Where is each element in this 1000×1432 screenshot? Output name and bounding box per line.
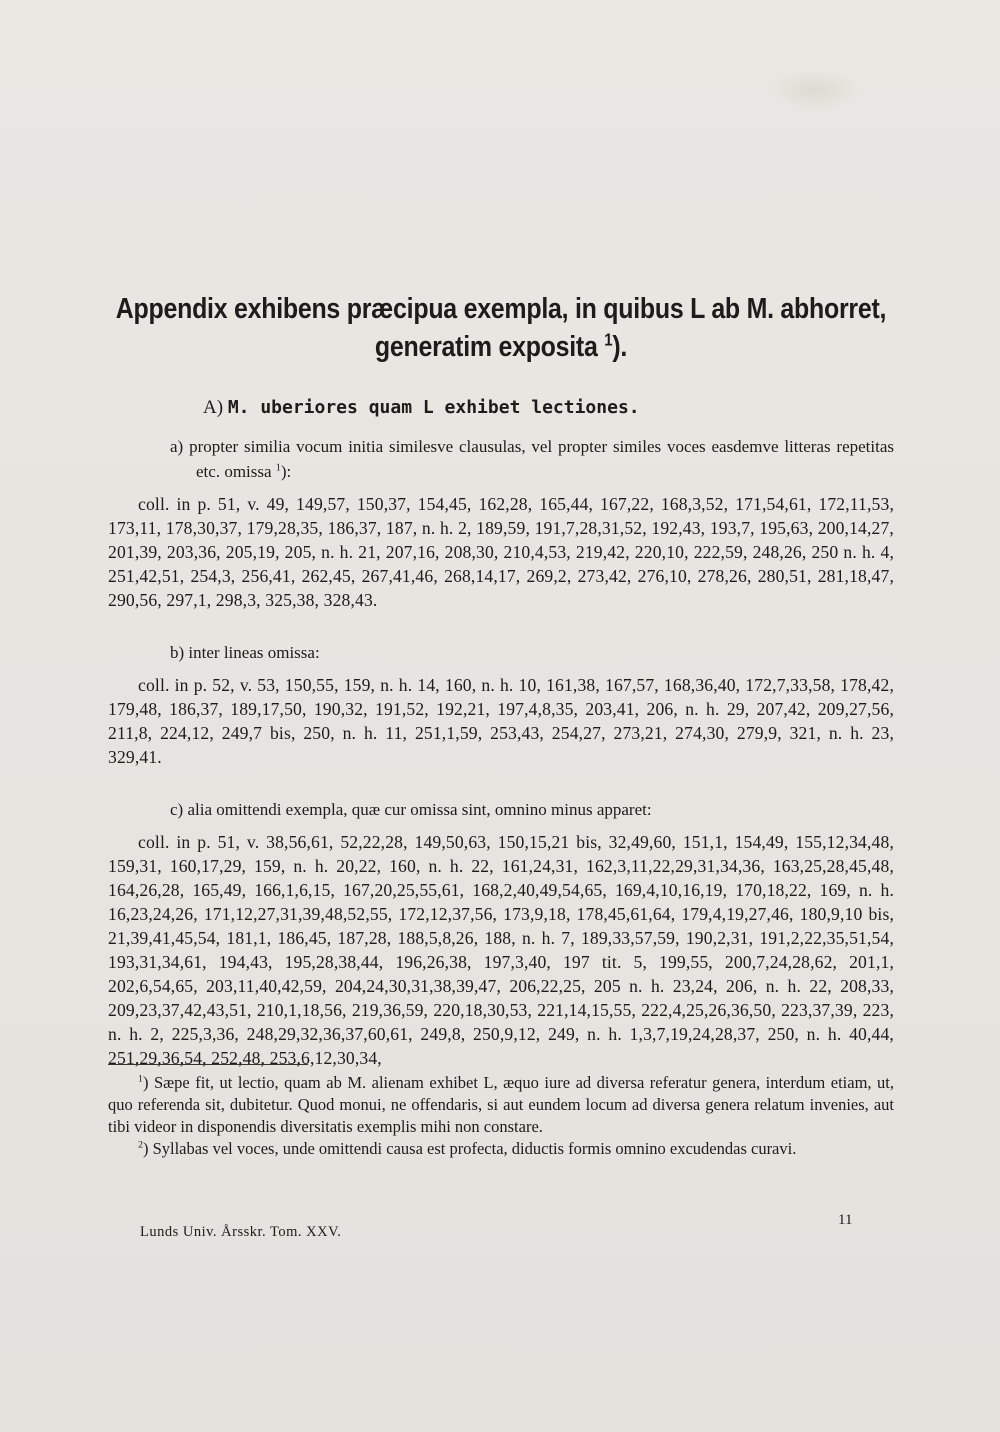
footnote-divider — [108, 1064, 308, 1065]
section-a-label: A) — [203, 397, 224, 418]
subsection-c-label: c) — [170, 800, 184, 819]
footnotes — [108, 1072, 894, 1160]
subsection-a — [170, 434, 894, 484]
page-number: 11 — [838, 1212, 853, 1228]
main-content — [108, 290, 894, 1070]
subsection-a-label: a) — [170, 437, 184, 456]
title-footnote-mark: 1 — [604, 329, 613, 350]
footnote-1-mark: 1 — [138, 1073, 143, 1085]
subsection-a-text: propter similia vocum initia similesve clausulas, vel propter similes voces easdemve litteras repetitas etc. omissa — [189, 437, 895, 481]
subsection-c-text: alia omittendi exempla, quæ cur omissa sint, omnino minus apparet: — [187, 800, 652, 819]
subsection-b — [170, 640, 894, 665]
collation-list-c: coll. in p. 51, v. 38,56,61, 52,22,28, 149,50,63, 150,15,21 bis, 32,49,60, 151,1, 154,49, 155,12,34,48, 159,31, 160,17,29, 159, n. h. 20,22, 160, n. h. 22, 161,24,31, 162,3,11,22,29,31,34,36, 163,25,28,45,48, 164,26,28, 165,49, 166,1,6,15, 167,20,25,55,61, 168,2,40,49,54,65, 169,4,10,16,19, 170,18,22, 169, n. h. 16,23,24,26, 171,12,27,31,39,48,52,55, 172,12,37,56, 173,9,18, 178,45,61,64, 179,4,19,27,46, 180,9,10 bis, 21,39,41,45,54, 181,1, 186,45, 187,28, 188,5,8,26, 188, n. h. 7, 189,33,57,59, 190,2,31, 191,2,22,35,51,54, 193,31,34,61, 194,43, 195,28,38,44, 196,26,38, 197,3,40, 197 tit. 5, 199,55, 200,7,24,28,62, 201,1, 202,6,54,65, 203,11,40,42,59, 204,24,30,31,38,39,47, 206,22,25, 205 n. h. 23,24, 206, n. h. 22, 208,33, 209,23,37,42,43,51, 210,1,18,56, 219,36,59, 220,18,30,53, 221,14,15,55, 222,4,25,26,36,50, 223,37,39, 223, n. h. 2, 225,3,36, 248,29,32,36,37,60,61, 249,8, 250,9,12, 249, n. h. 1,3,7,19,24,28,37, 250, n. h. 40,44, 251,29,36,54, 252,48, 253,6,12,30,34, — [108, 832, 894, 1068]
footnote-2-mark: 2 — [138, 1139, 143, 1151]
subsection-b-text: inter lineas omissa: — [188, 643, 320, 662]
journal-footer: Lunds Univ. Årsskr. Tom. XXV. — [140, 1224, 342, 1240]
collation-list-a: coll. in p. 51, v. 49, 149,57, 150,37, 154,45, 162,28, 165,44, 167,22, 168,3,52, 171,54,61, 172,11,53, 173,11, 178,30,37, 179,28,35, 186,37, 187, n. h. 2, 189,59, 191,7,28,31,52, 192,43, 193,7, 195,63, 200,14,27, 201,39, 203,36, 205,19, 205, n. h. 21, 207,16, 208,30, 210,4,53, 219,42, 220,10, 222,59, 248,26, 250 n. h. 4, 251,42,51, 254,3, 256,41, 262,45, 267,41,46, 268,14,17, 269,2, 273,42, 276,10, 278,26, 280,51, 281,18,47, 290,56, 297,1, 298,3, 325,38, 328,43. — [108, 494, 894, 610]
paper-stain — [770, 70, 860, 110]
section-a-heading — [203, 396, 894, 420]
title-line-1: Appendix exhibens præcipua exempla, in quibus L ab M. abhorret, — [115, 293, 887, 325]
subsection-b-label: b) — [170, 643, 185, 662]
footnote-1-text: Sæpe fit, ut lectio, quam ab M. alienam exhibet L, æquo iure ad diversa referatur genera, interdum etiam, ut, quo referenda sit, dubitetur. Quod monui, ne offendaris, si aut eundem locum ad diversa genera relatum invenies, aut tibi videor in disponendis diversitatis exemplis mihi non constare. — [108, 1073, 894, 1136]
appendix-title — [115, 290, 887, 366]
title-line-2-text: generatim exposita — [374, 331, 598, 363]
subsection-a-footnote-mark: 1 — [275, 462, 281, 474]
section-a-title: M. uberiores quam L exhibet lectiones. — [227, 397, 640, 418]
footnote-2: $^2$) Syllabas vel voces, unde omittendi causa est profecta, diductis formis omnino excudendas curavi. — [138, 1139, 797, 1158]
footnote-2-text: Syllabas vel voces, unde omittendi causa est profecta, diductis formis omnino excudendas curavi. — [152, 1139, 797, 1158]
title-line-2: generatim exposita $^1$). — [374, 329, 628, 363]
subsection-a-after: ): — [280, 462, 292, 481]
footnote-1: $^1$) Sæpe fit, ut lectio, quam ab M. alienam exhibet L, æquo iure ad diversa referatur genera, interdum etiam, ut, quo referenda sit, dubitetur. Quod monui, ne offendaris, si aut eundem locum ad diversa genera relatum invenies, aut tibi videor in disponendis diversitatis exemplis mihi non constare. — [108, 1073, 894, 1136]
subsection-c — [170, 797, 894, 822]
collation-list-b: coll. in p. 52, v. 53, 150,55, 159, n. h. 14, 160, n. h. 10, 161,38, 167,57, 168,36,40, 172,7,33,58, 178,42, 179,48, 186,37, 189,17,50, 190,32, 191,52, 192,21, 197,4,8,35, 203,41, 206, n. h. 29, 207,42, 209,27,56, 211,8, 224,12, 249,7 bis, 250, n. h. 11, 251,1,59, 253,43, 254,27, 273,21, 274,30, 279,9, 321, n. h. 23, 329,41. — [108, 675, 894, 767]
